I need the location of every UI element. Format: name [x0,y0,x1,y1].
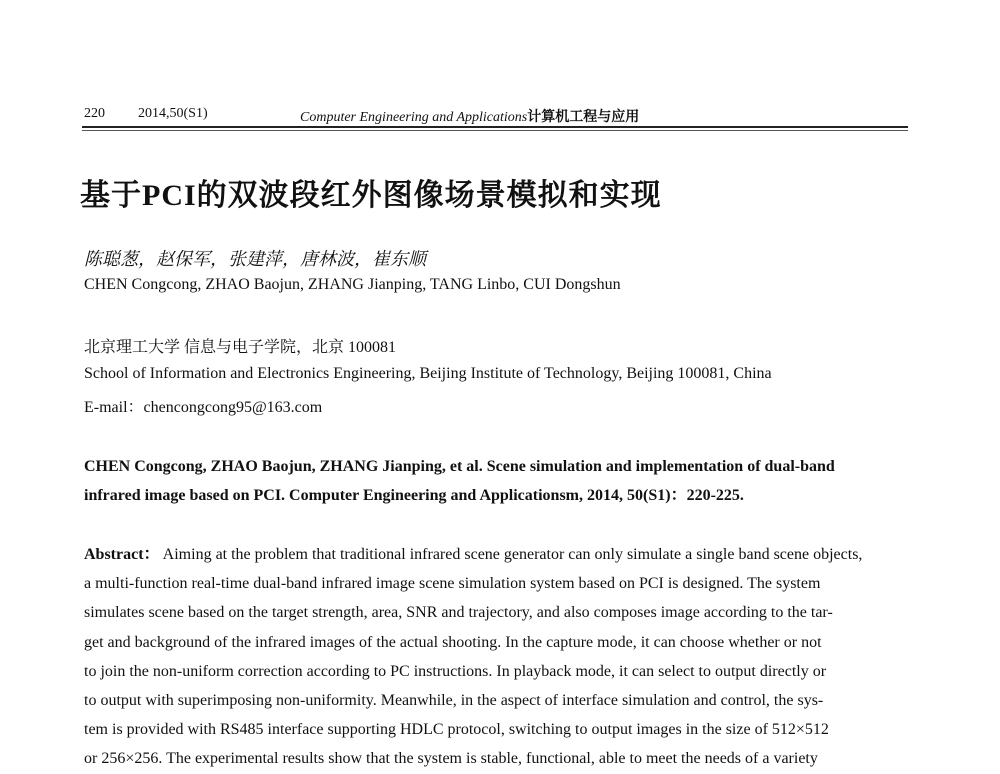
citation-line-1: CHEN Congcong, ZHAO Baojun, ZHANG Jianping, et al. Scene simulation and implementation of dual-band [84,458,835,475]
author-email: E-mail：chencongcong95@163.com [84,399,323,416]
abstract-block [84,540,914,774]
issue-info: 2014,50(S1) [138,106,208,121]
abstract-line-8: or 256×256. The experimental results show that the system is stable, functional, able to meet the needs of a variety [84,750,818,768]
paper-title: 基于PCI的双波段红外图像场景模拟和实现 [80,179,662,212]
journal-name-en: Computer Engineering and Applications [300,110,528,125]
abstract-label: Abstract： [84,546,160,563]
running-header [82,106,908,128]
journal-name-cn: 计算机工程与应用 [527,110,640,125]
header-rule-thin [82,130,908,131]
citation-line-2: infrared image based on PCI. Computer Engineering and Applicationsm, 2014, 50(S1)：220-225. [84,487,744,504]
affiliation-chinese: 北京理工大学 信息与电子学院，北京 100081 [84,339,397,356]
abstract-line-6: to output with superimposing non-uniformity. Meanwhile, in the aspect of interface simulation and control, the sys- [84,692,824,710]
abstract-line-3: simulates scene based on the target strength, area, SNR and trajectory, and also composes image according to the tar- [84,604,833,622]
abstract-line-7: tem is provided with RS485 interface supporting HDLC protocol, switching to output images in the size of 512×512 [84,721,829,739]
abstract-line-1 [84,540,914,569]
affiliation-english: School of Information and Electronics Engineering, Beijing Institute of Technology, Beijing 100081, China [84,365,772,382]
authors-english: CHEN Congcong, ZHAO Baojun, ZHANG Jianping, TANG Linbo, CUI Dongshun [84,276,621,293]
abstract-line-2: a multi-function real-time dual-band infrared image scene simulation system based on PCI is designed. The system [84,575,821,593]
journal-name [300,106,639,126]
page-number: 220 [84,106,105,121]
authors-chinese: 陈聪葱，赵保军，张建萍，唐林波，崔东顺 [84,249,426,269]
citation-block [84,452,914,510]
header-rule-thick [82,126,908,128]
abstract-line-5: to join the non-uniform correction according to PC instructions. In playback mode, it can select to output directly or [84,662,827,680]
abstract-text: Aiming at the problem that traditional infrared scene generator can only simulate a single band scene objects, [162,546,863,563]
abstract-line-4: get and background of the infrared images of the actual shooting. In the capture mode, it can choose whether or not [84,633,822,651]
